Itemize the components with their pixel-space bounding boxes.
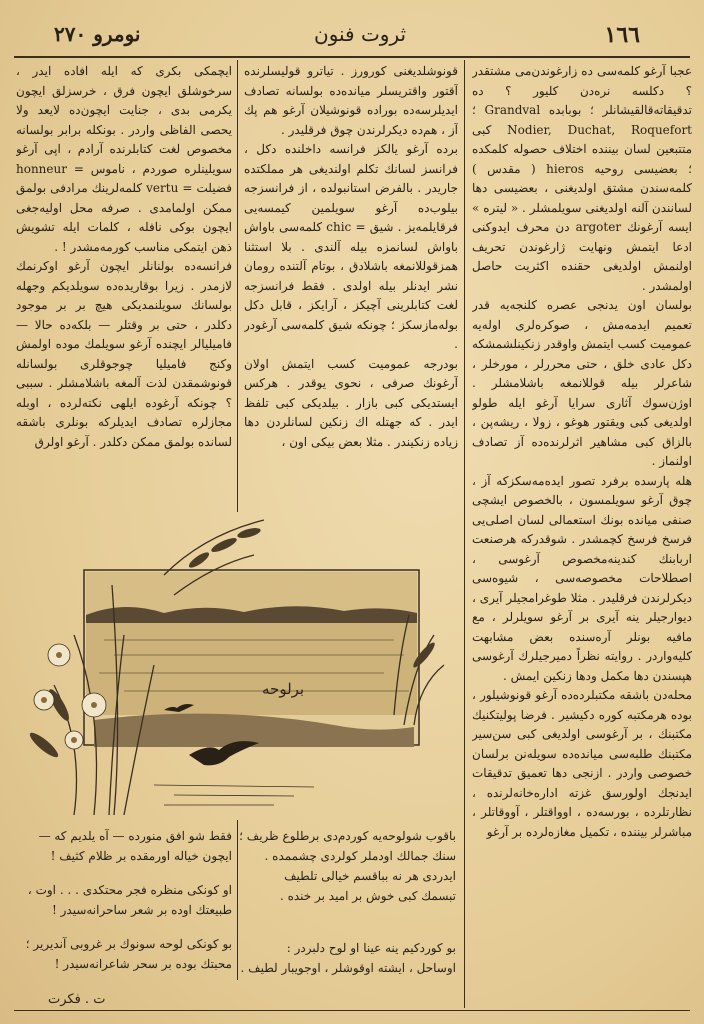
poem-stanza-left [20,826,232,974]
paragraph: هله پارسده برفرد تصور ايده‌مه‌سكزكه آز ، چوق آرغو سويلمسون ، بالخصوص ايشچی صنفی ميانده بونك استعمالی لسان اصلی‌يی فرسخ فرسخ كچمشدر . شوقدركه هرصنعت اربابنك كندينه‌مخصوص آرغوسی ، اصطلاحات مخصوصه‌سی ، شيوه‌سی ديكرلرندن فرقليدر . مثلا طوغرامجيلر آيری ، دیوارجیلر ینه آیری بر آرغو سويلرلر ، مع مافيه بونلر آره‌سنده بعض مشابهت كليه‌واردر . روايته نظراً دمیرجیلرك آرغوسی هپسندن دها مكمل ودها زنكين ايمش . [472,473,692,683]
poem-line: ايچون خياله اورمقده بر ظلام كثيف ! [50,849,232,863]
illustration-caption: برلوحه [262,680,305,698]
ground-strokes [154,785,314,805]
article-column-middle [244,62,458,512]
poem-divider [237,820,238,980]
poem-line: بو كونكی لوحه سونوك بر غروبی آنديرير ؛ [25,937,232,951]
footer-rule [14,1010,690,1011]
poem-line: او كونكی منظره فجر محتكدی . . . اوت ، [27,883,232,897]
paragraph: برده آرغو يالكز فرانسه داخلنده دكل ، فرانسز لسانك تكلم اولنديغی هر مملكتده جاريدر . بالفرض استانبولده ، از فرانسزجه بيلوب‌ده آرغو سويلمين كيمسه‌يی فرقايلمه‌يز . شيق = chic كلمه‌سی باواش باواش لسانمزه بيله آلندی . بلا استثنا همزقوللانمغه باشلادق ، بوتام آلتنده رومان نشر ايدنلر بيله اولدی . فقط فرانسزجه لغت كتابلرينی آچيكز ، آرايكز ، قابل دكل بوله‌مازسكز ؛ چونكه شيق كلمه‌سی آرغودر . [244,142,458,351]
paragraph: فرانسه‌ده بولنانلر ايچون آرغو اوكرنمك لازمدر . زيرا بوقاريده‌ده سويلديكم وجهله بولسانك سويلنمديكی هيچ بر بر موجود دكلدر ، حتی بر وقتلر — بلكه‌ده حالا — فاميليالر ايچنده آرغو سويلمك موده اولمش وكنج فاميليا چوجوقلری بولسانله قونوشمقدن لذت آلمغه باشلامشلر . سببی ؟ چونكه آرغوده ايلهی نكته‌لرده ، اوبله مجازلره تصادف ايديلركه بونلری باشقه لسانده بولمق ممكن دكلدر . آرغو اولرق [16,259,232,449]
paragraph: بودرجه عموميت كسب ايتمش اولان آرغونك صرفی ، نحوی يوقدر . هركس ايستديكی كبی بازار . بيلديكی كبی تلفظ ايدر . كه جهتله اك زنكين لسانلردن دها زياده زنكيندر . مثلا بعض بيكی اون ، [244,356,458,449]
poem-line: بو كوردكيم ينه عينا او لوح دلبردر : [286,941,456,955]
column-divider-left [237,60,238,512]
poem-line: تبسمك كبی خوش بر اميد بر خنده . [279,889,456,903]
poem-closing [240,938,456,978]
paragraph: بولسان اون يدنجی عصره كلنجه‌يه قدر تعميم ايدمه‌مش ، صوكره‌لری اوله‌يه عموميت كسب ايتمش واوقدر زنكينلشمشكه دكل عادی خلق ، حتی محررلر ، مورخلر ، شاعرلر بيله قوللانمغه باشلامشلر . اوژن‌سوك آثاری سرايا آرغو ايله طولو اولديغی كبی ويقتور هوغو ، زولا ، ريشه‌پن ، بالزاق كبی مشاهير اثرلرنده‌ده آز تصادف اولنماز . [472,298,692,468]
poem-line: اوساحل ، ايشته اوقوشلر ، اوجويبار لطيف . [240,961,456,975]
journal-title: ثروت فنون [314,22,407,46]
landscape-illustration [14,515,459,815]
poem-line: باقوب شولوحه‌يه كوردم‌دی برطلوع ظريف ؛ [239,829,456,843]
lake [86,623,417,715]
poem-line: محبتك بوده بر سحر شاعرانه‌سيدر ! [54,957,232,971]
paragraph: عجبا آرغو كلمه‌سی ده زارغوندن‌می مشتقدر ؟ دكلسه نره‌دن كليور ؟ ده تدقيقاته‌قالقيشانلر ؛ بوبابده Grandval ؛ Nodier, Duchat, Roquefort كبی متتبعين لسان بيننده اختلاف حصوله كلمكده ؛ بعضيسی روحيه hieros ( مقدس ) كلمه‌سندن مشتق اولديغنی ، بعضيسی دها لسانندن آلنه اولديغنی سويلمشلر . « ليتره » ايسه آرغونك argoter دن محرف ايدوكنی ادعا ايتمش ونهايت ژارغوندن تحريف اولنمش اولديغی حقنده اكثريت حاصل اولمشدر . [472,64,692,293]
poem-line: سنك جمالك اودملر كولردی چشممده . [264,849,456,863]
poem-line: طبيعتك اوده بر شعر ساحرانه‌سيدر ! [51,903,232,917]
issue-number: نومرو ٢٧٠ [54,22,141,46]
article-column-right [472,62,692,1007]
poem-stanza-right [239,826,456,906]
header-rule [14,56,690,58]
paragraph: محله‌دن باشقه مكتبلرده‌ده آرغو قونوشيلور ، بوده هرمكتبه كوره دكيشير . فرضا پوليتكنيك مكتبنك ، بر آرغوسی اولديغی كبی سن‌سير مكتبنك طلبه‌سی ميانده‌ده سويله‌نن برلسان خصوصی واردر . ازنجی دها تعميق تدقيقات ايدنجك اولورسق غزته اداره‌خانه‌لرنده ، نظارتلرده ، بورسه‌ده ، اوواقتلر ، آووقاتلر ، مباشرلر بيننده ، تكميل مغازه‌لرده بر آرغو [472,688,692,839]
poem-signature: ت . فكرت [48,992,106,1007]
page-number: ١٦٦ [604,22,640,48]
article-column-left [16,62,232,512]
page-header [14,18,690,54]
paragraph: ايچمكی بكری كه ايله افاده ايدر ، سرخوشلق ايچون فرق ، خرسزلق ايچون يكرمی بدی ، جنايت ايچون‌ده لايعد ولا يحصی الفاظی واردر . بونكله برابر بولسانه مخصوص لغت كتابلرنده آرادم ، اپی آرغو سويلينلره صوردم ، ناموس = honneur فضيلت = vertu كلمه‌لرينك مرادفی بولمق ممكن اولمامدی . صرفه محل اوليه‌جغی ايچون بوكی نافله ، كلمات ايله تشويش ذهن ايتمكی مناسب كورمه‌مشدر ! . [16,64,232,254]
poem-line: فقط شو افق منورده — آه يلديم كه — [38,829,232,843]
paragraph: قونوشلديغنی كورورز . تياترو قوليسلرنده آقتور واقتريسلر ميانده‌ده بولسانه تصادف ايديلرسه‌ده بوراده قونوشيلان آرغو هم پك آز ، هم‌ده ديكرلرندن چوق فرقليدر . [244,64,458,137]
column-divider-right [464,60,465,1008]
poem-line: ايدردی هر نه بباقسم خيالی تلطيف [284,869,456,883]
